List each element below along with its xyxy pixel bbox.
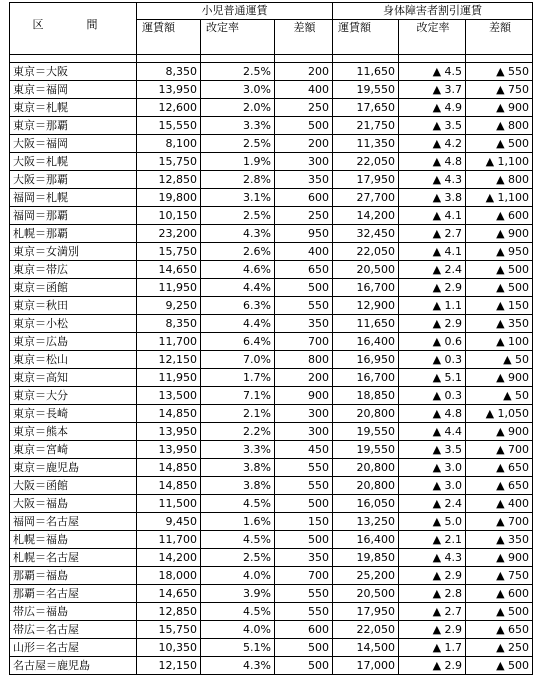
disabled-rate-cell: ▲ 5.0 (399, 513, 466, 531)
disabled-rate-cell: ▲ 2.9 (399, 567, 466, 585)
table-row (10, 621, 533, 639)
child-fare-cell: 12,150 (137, 657, 201, 675)
table-row (10, 423, 533, 441)
disabled-diff-cell: ▲ 700 (466, 513, 533, 531)
child-fare-cell: 10,350 (137, 639, 201, 657)
child-fare-cell: 14,200 (137, 549, 201, 567)
child-diff-cell: 200 (275, 369, 333, 387)
child-diff-cell: 300 (275, 153, 333, 171)
disabled-fare-cell: 21,750 (333, 117, 399, 135)
disabled-rate-cell: ▲ 2.9 (399, 657, 466, 675)
table-row (10, 351, 533, 369)
table-row (10, 279, 533, 297)
disabled-fare-cell: 16,700 (333, 279, 399, 297)
table-row (10, 63, 533, 81)
disabled-rate-cell: ▲ 2.1 (399, 531, 466, 549)
disabled-fare-cell: 17,000 (333, 657, 399, 675)
disabled-diff-cell: ▲ 600 (466, 585, 533, 603)
child-fare-cell: 8,350 (137, 315, 201, 333)
table-row (10, 405, 533, 423)
route-cell: 大阪＝福島 (10, 495, 137, 513)
disabled-fare-cell: 22,050 (333, 243, 399, 261)
disabled-rate-cell: ▲ 3.0 (399, 459, 466, 477)
disabled-fare-cell: 25,200 (333, 567, 399, 585)
route-cell: 東京＝広島 (10, 333, 137, 351)
disabled-diff-cell: ▲ 400 (466, 495, 533, 513)
child-fare-cell: 14,650 (137, 585, 201, 603)
route-cell: 東京＝大阪 (10, 63, 137, 81)
child-fare-cell: 11,500 (137, 495, 201, 513)
spacer-row (10, 55, 533, 63)
disabled-rate-cell: ▲ 2.9 (399, 315, 466, 333)
child-diff-cell: 150 (275, 513, 333, 531)
child-diff-cell: 200 (275, 135, 333, 153)
table-row (10, 81, 533, 99)
table-row (10, 459, 533, 477)
child-rate-cell: 7.1% (201, 387, 275, 405)
disabled-rate-cell: ▲ 5.1 (399, 369, 466, 387)
child-fare-cell: 12,150 (137, 351, 201, 369)
child-diff-cell: 300 (275, 405, 333, 423)
child-diff-cell: 200 (275, 63, 333, 81)
fare-table (9, 2, 533, 675)
disabled-fare-cell: 20,800 (333, 405, 399, 423)
disabled-fare-cell: 17,650 (333, 99, 399, 117)
child-diff-cell: 350 (275, 315, 333, 333)
child-diff-cell: 350 (275, 549, 333, 567)
disabled-fare-cell: 14,500 (333, 639, 399, 657)
disabled-fare-cell: 18,850 (333, 387, 399, 405)
child-fare-cell: 14,850 (137, 477, 201, 495)
child-diff-cell: 900 (275, 387, 333, 405)
table-row (10, 369, 533, 387)
disabled-diff-cell: ▲ 700 (466, 441, 533, 459)
disabled-rate-cell: ▲ 4.1 (399, 207, 466, 225)
disabled-diff-cell: ▲ 350 (466, 531, 533, 549)
child-rate-cell: 1.7% (201, 369, 275, 387)
child-diff-cell: 550 (275, 603, 333, 621)
child-rate-cell: 4.4% (201, 279, 275, 297)
disabled-fare-group-header: 身体障害者割引運賃 (333, 3, 533, 20)
table-body (10, 63, 533, 675)
disabled-fare-cell: 22,050 (333, 621, 399, 639)
table-row (10, 153, 533, 171)
route-cell: 福岡＝那覇 (10, 207, 137, 225)
child-rate-cell: 2.5% (201, 207, 275, 225)
disabled-fare-cell: 20,800 (333, 459, 399, 477)
child-fare-cell: 13,950 (137, 423, 201, 441)
child-fare-cell: 18,000 (137, 567, 201, 585)
child-rate-cell: 2.0% (201, 99, 275, 117)
disabled-diff-cell: ▲ 500 (466, 603, 533, 621)
child-diff-cell: 650 (275, 261, 333, 279)
disabled-diff-cell: ▲ 900 (466, 423, 533, 441)
child-rate-cell: 4.5% (201, 603, 275, 621)
disabled-diff-cell: ▲ 500 (466, 261, 533, 279)
route-cell: 福岡＝名古屋 (10, 513, 137, 531)
child-fare-cell: 13,950 (137, 441, 201, 459)
disabled-fare-cell: 20,500 (333, 261, 399, 279)
disabled-fare-cell: 12,900 (333, 297, 399, 315)
route-cell: 東京＝松山 (10, 351, 137, 369)
table-row (10, 333, 533, 351)
disabled-fare-cell: 16,700 (333, 369, 399, 387)
disabled-fare-cell: 20,500 (333, 585, 399, 603)
disabled-diff-cell: ▲ 950 (466, 243, 533, 261)
child-fare-cell: 9,450 (137, 513, 201, 531)
child-fare-header: 運賃額 (137, 20, 201, 55)
disabled-rate-cell: ▲ 0.6 (399, 333, 466, 351)
child-fare-cell: 12,600 (137, 99, 201, 117)
child-rate-cell: 4.3% (201, 225, 275, 243)
disabled-fare-cell: 19,550 (333, 423, 399, 441)
child-rate-cell: 4.0% (201, 621, 275, 639)
child-fare-cell: 13,950 (137, 81, 201, 99)
child-fare-group-header: 小児普通運賃 (137, 3, 333, 20)
child-diff-cell: 600 (275, 621, 333, 639)
disabled-diff-cell: ▲ 750 (466, 81, 533, 99)
disabled-rate-cell: ▲ 0.3 (399, 387, 466, 405)
child-rate-cell: 3.8% (201, 459, 275, 477)
disabled-diff-cell: ▲ 1,100 (466, 153, 533, 171)
route-cell: 帯広＝福島 (10, 603, 137, 621)
table-row (10, 513, 533, 531)
child-diff-cell: 300 (275, 423, 333, 441)
route-cell: 東京＝小松 (10, 315, 137, 333)
child-diff-cell: 550 (275, 297, 333, 315)
child-rate-cell: 4.4% (201, 315, 275, 333)
child-rate-cell: 4.5% (201, 531, 275, 549)
disabled-diff-cell: ▲ 900 (466, 549, 533, 567)
route-cell: 東京＝函館 (10, 279, 137, 297)
route-cell: 東京＝女満別 (10, 243, 137, 261)
disabled-fare-cell: 11,650 (333, 315, 399, 333)
child-fare-cell: 15,750 (137, 621, 201, 639)
child-rate-cell: 4.0% (201, 567, 275, 585)
disabled-rate-header: 改定率 (399, 20, 466, 55)
disabled-diff-cell: ▲ 1,100 (466, 189, 533, 207)
table-row (10, 567, 533, 585)
disabled-rate-cell: ▲ 3.5 (399, 117, 466, 135)
route-cell: 帯広＝名古屋 (10, 621, 137, 639)
route-cell: 福岡＝札幌 (10, 189, 137, 207)
child-fare-cell: 13,500 (137, 387, 201, 405)
child-fare-cell: 11,700 (137, 333, 201, 351)
child-rate-cell: 4.3% (201, 657, 275, 675)
child-fare-cell: 23,200 (137, 225, 201, 243)
child-fare-cell: 14,850 (137, 459, 201, 477)
child-rate-cell: 3.3% (201, 441, 275, 459)
disabled-rate-cell: ▲ 2.4 (399, 495, 466, 513)
disabled-rate-cell: ▲ 4.4 (399, 423, 466, 441)
child-fare-cell: 15,750 (137, 243, 201, 261)
child-fare-cell: 10,150 (137, 207, 201, 225)
disabled-diff-cell: ▲ 900 (466, 225, 533, 243)
disabled-diff-header: 差額 (466, 20, 533, 55)
disabled-diff-cell: ▲ 150 (466, 297, 533, 315)
child-rate-header: 改定率 (201, 20, 275, 55)
child-diff-cell: 600 (275, 189, 333, 207)
disabled-fare-cell: 13,250 (333, 513, 399, 531)
disabled-diff-cell: ▲ 350 (466, 315, 533, 333)
child-fare-cell: 15,550 (137, 117, 201, 135)
route-cell: 名古屋＝鹿児島 (10, 657, 137, 675)
disabled-diff-cell: ▲ 50 (466, 351, 533, 369)
table-row (10, 639, 533, 657)
disabled-fare-cell: 32,450 (333, 225, 399, 243)
child-fare-cell: 14,650 (137, 261, 201, 279)
route-cell: 札幌＝名古屋 (10, 549, 137, 567)
disabled-fare-cell: 27,700 (333, 189, 399, 207)
disabled-diff-cell: ▲ 1,050 (466, 405, 533, 423)
route-cell: 大阪＝札幌 (10, 153, 137, 171)
child-rate-cell: 4.6% (201, 261, 275, 279)
child-rate-cell: 2.6% (201, 243, 275, 261)
child-rate-cell: 3.8% (201, 477, 275, 495)
table-row (10, 135, 533, 153)
child-rate-cell: 3.9% (201, 585, 275, 603)
route-cell: 東京＝宮崎 (10, 441, 137, 459)
table-row (10, 441, 533, 459)
disabled-rate-cell: ▲ 0.3 (399, 351, 466, 369)
child-diff-cell: 400 (275, 243, 333, 261)
disabled-rate-cell: ▲ 3.7 (399, 81, 466, 99)
child-diff-cell: 950 (275, 225, 333, 243)
table-row (10, 117, 533, 135)
disabled-rate-cell: ▲ 3.5 (399, 441, 466, 459)
disabled-rate-cell: ▲ 3.8 (399, 189, 466, 207)
route-cell: 札幌＝那覇 (10, 225, 137, 243)
child-diff-cell: 550 (275, 477, 333, 495)
route-cell: 東京＝秋田 (10, 297, 137, 315)
disabled-diff-cell: ▲ 750 (466, 567, 533, 585)
table-row (10, 171, 533, 189)
disabled-rate-cell: ▲ 3.0 (399, 477, 466, 495)
child-fare-cell: 11,950 (137, 279, 201, 297)
table-row (10, 225, 533, 243)
disabled-fare-cell: 19,550 (333, 441, 399, 459)
child-diff-cell: 500 (275, 279, 333, 297)
child-rate-cell: 1.9% (201, 153, 275, 171)
disabled-rate-cell: ▲ 4.8 (399, 405, 466, 423)
table-row (10, 387, 533, 405)
disabled-rate-cell: ▲ 2.7 (399, 603, 466, 621)
route-cell: 大阪＝那覇 (10, 171, 137, 189)
route-cell: 東京＝大分 (10, 387, 137, 405)
table-row (10, 657, 533, 675)
disabled-diff-cell: ▲ 250 (466, 639, 533, 657)
disabled-fare-cell: 11,650 (333, 63, 399, 81)
child-rate-cell: 2.8% (201, 171, 275, 189)
table-row (10, 495, 533, 513)
child-rate-cell: 2.5% (201, 549, 275, 567)
disabled-fare-cell: 16,400 (333, 333, 399, 351)
disabled-rate-cell: ▲ 4.5 (399, 63, 466, 81)
disabled-diff-cell: ▲ 650 (466, 459, 533, 477)
disabled-fare-cell: 14,200 (333, 207, 399, 225)
child-diff-header: 差額 (275, 20, 333, 55)
child-rate-cell: 2.5% (201, 135, 275, 153)
child-fare-cell: 19,800 (137, 189, 201, 207)
child-fare-cell: 9,250 (137, 297, 201, 315)
child-rate-cell: 7.0% (201, 351, 275, 369)
disabled-diff-cell: ▲ 50 (466, 387, 533, 405)
disabled-fare-cell: 16,400 (333, 531, 399, 549)
table-row (10, 297, 533, 315)
child-rate-cell: 2.1% (201, 405, 275, 423)
child-fare-cell: 15,750 (137, 153, 201, 171)
disabled-rate-cell: ▲ 2.7 (399, 225, 466, 243)
child-fare-cell: 11,700 (137, 531, 201, 549)
disabled-diff-cell: ▲ 500 (466, 657, 533, 675)
disabled-rate-cell: ▲ 4.8 (399, 153, 466, 171)
child-diff-cell: 800 (275, 351, 333, 369)
disabled-fare-cell: 19,850 (333, 549, 399, 567)
child-rate-cell: 5.1% (201, 639, 275, 657)
child-fare-cell: 8,350 (137, 63, 201, 81)
disabled-diff-cell: ▲ 550 (466, 63, 533, 81)
child-diff-cell: 550 (275, 459, 333, 477)
table-row (10, 315, 533, 333)
route-cell: 東京＝熊本 (10, 423, 137, 441)
disabled-rate-cell: ▲ 1.7 (399, 639, 466, 657)
table-row (10, 189, 533, 207)
child-diff-cell: 500 (275, 117, 333, 135)
disabled-fare-cell: 16,950 (333, 351, 399, 369)
disabled-fare-cell: 17,950 (333, 603, 399, 621)
child-diff-cell: 500 (275, 495, 333, 513)
table-row (10, 99, 533, 117)
table-row (10, 207, 533, 225)
disabled-diff-cell: ▲ 500 (466, 135, 533, 153)
disabled-fare-cell: 17,950 (333, 171, 399, 189)
child-fare-cell: 8,100 (137, 135, 201, 153)
child-rate-cell: 1.6% (201, 513, 275, 531)
table-row (10, 477, 533, 495)
disabled-fare-cell: 22,050 (333, 153, 399, 171)
child-diff-cell: 500 (275, 531, 333, 549)
child-diff-cell: 350 (275, 171, 333, 189)
disabled-diff-cell: ▲ 650 (466, 477, 533, 495)
disabled-diff-cell: ▲ 800 (466, 171, 533, 189)
section-header: 区 間 (10, 3, 137, 55)
disabled-diff-cell: ▲ 600 (466, 207, 533, 225)
child-rate-cell: 3.3% (201, 117, 275, 135)
child-fare-cell: 12,850 (137, 603, 201, 621)
disabled-diff-cell: ▲ 800 (466, 117, 533, 135)
route-cell: 東京＝福岡 (10, 81, 137, 99)
child-rate-cell: 4.5% (201, 495, 275, 513)
disabled-rate-cell: ▲ 2.9 (399, 621, 466, 639)
child-diff-cell: 700 (275, 567, 333, 585)
route-cell: 大阪＝福岡 (10, 135, 137, 153)
disabled-diff-cell: ▲ 650 (466, 621, 533, 639)
disabled-fare-cell: 19,550 (333, 81, 399, 99)
route-cell: 東京＝鹿児島 (10, 459, 137, 477)
disabled-rate-cell: ▲ 4.1 (399, 243, 466, 261)
disabled-rate-cell: ▲ 4.2 (399, 135, 466, 153)
route-cell: 那覇＝名古屋 (10, 585, 137, 603)
route-cell: 東京＝那覇 (10, 117, 137, 135)
child-diff-cell: 550 (275, 585, 333, 603)
disabled-fare-cell: 20,800 (333, 477, 399, 495)
disabled-fare-cell: 16,050 (333, 495, 399, 513)
child-rate-cell: 3.1% (201, 189, 275, 207)
route-cell: 山形＝名古屋 (10, 639, 137, 657)
child-diff-cell: 450 (275, 441, 333, 459)
disabled-diff-cell: ▲ 500 (466, 279, 533, 297)
disabled-rate-cell: ▲ 2.9 (399, 279, 466, 297)
route-cell: 東京＝高知 (10, 369, 137, 387)
child-rate-cell: 6.4% (201, 333, 275, 351)
disabled-fare-header: 運賃額 (333, 20, 399, 55)
table-row (10, 549, 533, 567)
disabled-diff-cell: ▲ 900 (466, 99, 533, 117)
child-rate-cell: 2.5% (201, 63, 275, 81)
route-cell: 東京＝長崎 (10, 405, 137, 423)
table-row (10, 243, 533, 261)
table-row (10, 603, 533, 621)
disabled-fare-cell: 11,350 (333, 135, 399, 153)
disabled-diff-cell: ▲ 100 (466, 333, 533, 351)
route-cell: 大阪＝函館 (10, 477, 137, 495)
disabled-rate-cell: ▲ 4.3 (399, 549, 466, 567)
child-diff-cell: 400 (275, 81, 333, 99)
child-fare-cell: 11,950 (137, 369, 201, 387)
disabled-rate-cell: ▲ 4.9 (399, 99, 466, 117)
child-diff-cell: 500 (275, 639, 333, 657)
disabled-rate-cell: ▲ 2.4 (399, 261, 466, 279)
child-diff-cell: 500 (275, 657, 333, 675)
child-rate-cell: 3.0% (201, 81, 275, 99)
child-rate-cell: 2.2% (201, 423, 275, 441)
child-diff-cell: 250 (275, 99, 333, 117)
table-row (10, 531, 533, 549)
disabled-rate-cell: ▲ 4.3 (399, 171, 466, 189)
route-cell: 那覇＝福島 (10, 567, 137, 585)
child-rate-cell: 6.3% (201, 297, 275, 315)
route-cell: 札幌＝福島 (10, 531, 137, 549)
disabled-diff-cell: ▲ 900 (466, 369, 533, 387)
child-diff-cell: 700 (275, 333, 333, 351)
route-cell: 東京＝帯広 (10, 261, 137, 279)
route-cell: 東京＝札幌 (10, 99, 137, 117)
table-row (10, 585, 533, 603)
child-fare-cell: 14,850 (137, 405, 201, 423)
child-fare-cell: 12,850 (137, 171, 201, 189)
table-row (10, 261, 533, 279)
disabled-rate-cell: ▲ 2.8 (399, 585, 466, 603)
disabled-rate-cell: ▲ 1.1 (399, 297, 466, 315)
child-diff-cell: 250 (275, 207, 333, 225)
